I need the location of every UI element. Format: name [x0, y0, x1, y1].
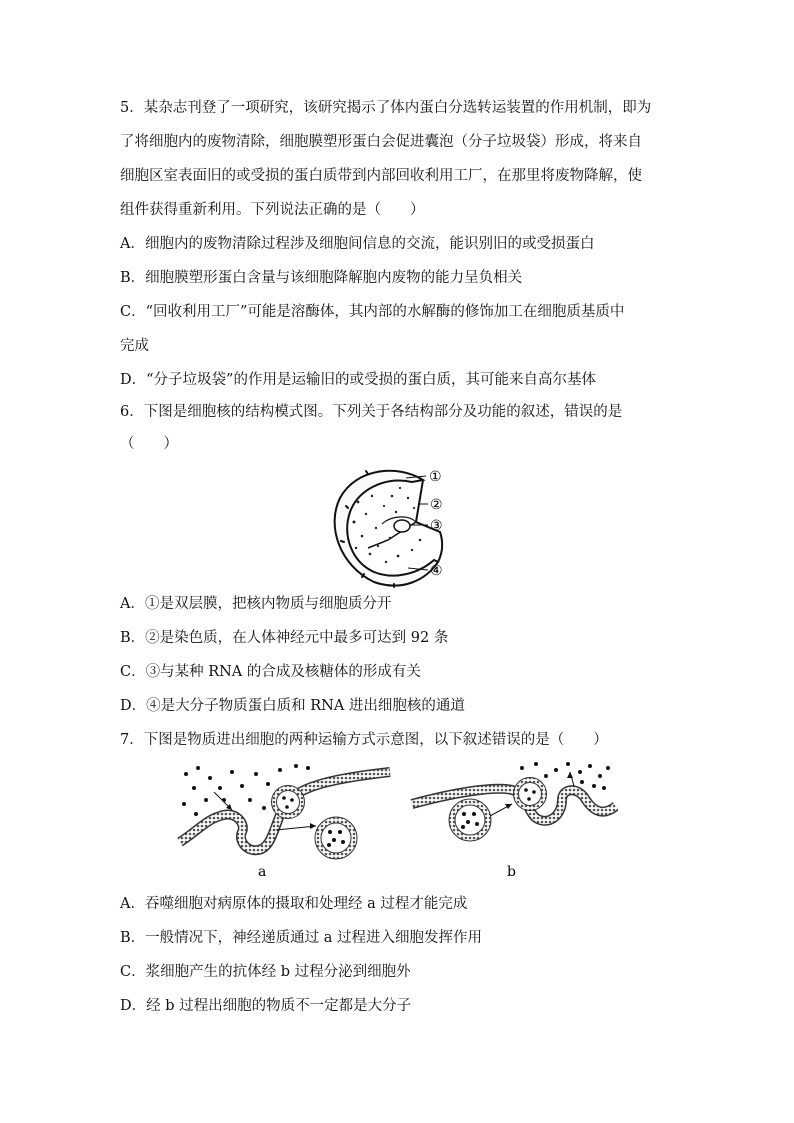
q7-option-a: A．吞噬细胞对病原体的摄取和处理经 a 过程才能完成	[120, 896, 468, 912]
q6-option-a: A．①是双层膜，把核内物质与细胞质分开	[120, 596, 392, 612]
q5-option-a: A．细胞内的废物清除过程涉及细胞间信息的交流，能识别旧的或受损蛋白	[120, 236, 595, 252]
label-2: ②	[430, 497, 443, 513]
q7-option-c: C．浆细胞产生的抗体经 b 过程分泌到细胞外	[120, 964, 411, 980]
q7-option-d: D．经 b 过程出细胞的物质不一定都是大分子	[120, 998, 412, 1014]
q6-option-b: B．②是染色质，在人体神经元中最多可达到 92 条	[120, 630, 449, 646]
q5-option-d: D．“分子垃圾袋”的作用是运输旧的或受损的蛋白质，其可能来自高尔基体	[120, 372, 596, 388]
q5-stem-line-1: 5．某杂志刊登了一项研究，该研究揭示了体内蛋白分选转运装置的作用机制，即为	[120, 100, 652, 116]
transport-diagram	[176, 760, 618, 885]
q6-option-c: C．③与某种 RNA 的合成及核糖体的形成有关	[120, 664, 421, 680]
q7-option-b: B．一般情况下，神经递质通过 a 过程进入细胞发挥作用	[120, 930, 483, 946]
q5-stem-line-2: 了将细胞内的废物清除，细胞膜塑形蛋白会促进囊泡（分子垃圾袋）形成，将来自	[120, 134, 642, 150]
panel-a-endocytosis	[180, 764, 390, 856]
q6-stem-line-2: （ ）	[120, 436, 178, 452]
q6-option-d: D．④是大分子物质蛋白质和 RNA 进出细胞核的通道	[120, 698, 465, 714]
q5-stem-line-3: 细胞区室表面旧的或受损的蛋白质带到内部回收利用工厂，在那里将废物降解，使	[120, 168, 642, 184]
label-1: ①	[429, 469, 442, 485]
panel-b-label: b	[507, 864, 516, 880]
label-4: ④	[430, 563, 443, 579]
q5-stem-line-4: 组件获得重新利用。下列说法正确的是（ ）	[120, 202, 425, 218]
q5-option-c-line-1: C．“回收利用工厂”可能是溶酶体，其内部的水解酶的修饰加工在细胞质基质中	[120, 304, 625, 320]
label-3: ③	[430, 518, 443, 534]
nucleus-diagram-svg	[328, 462, 468, 592]
q5-option-c-line-2: 完成	[120, 338, 149, 354]
nucleus-diagram	[328, 462, 468, 592]
panel-b-exocytosis	[412, 762, 616, 838]
panel-a-label: a	[258, 864, 267, 880]
transport-diagram-svg	[176, 760, 618, 885]
q7-stem: 7．下图是物质进出细胞的两种运输方式示意图，以下叙述错误的是（ ）	[120, 732, 608, 748]
q5-option-b: B．细胞膜塑形蛋白含量与该细胞降解胞内废物的能力呈负相关	[120, 270, 523, 286]
q6-stem-line-1: 6．下图是细胞核的结构模式图。下列关于各结构部分及功能的叙述，错误的是	[120, 404, 623, 420]
